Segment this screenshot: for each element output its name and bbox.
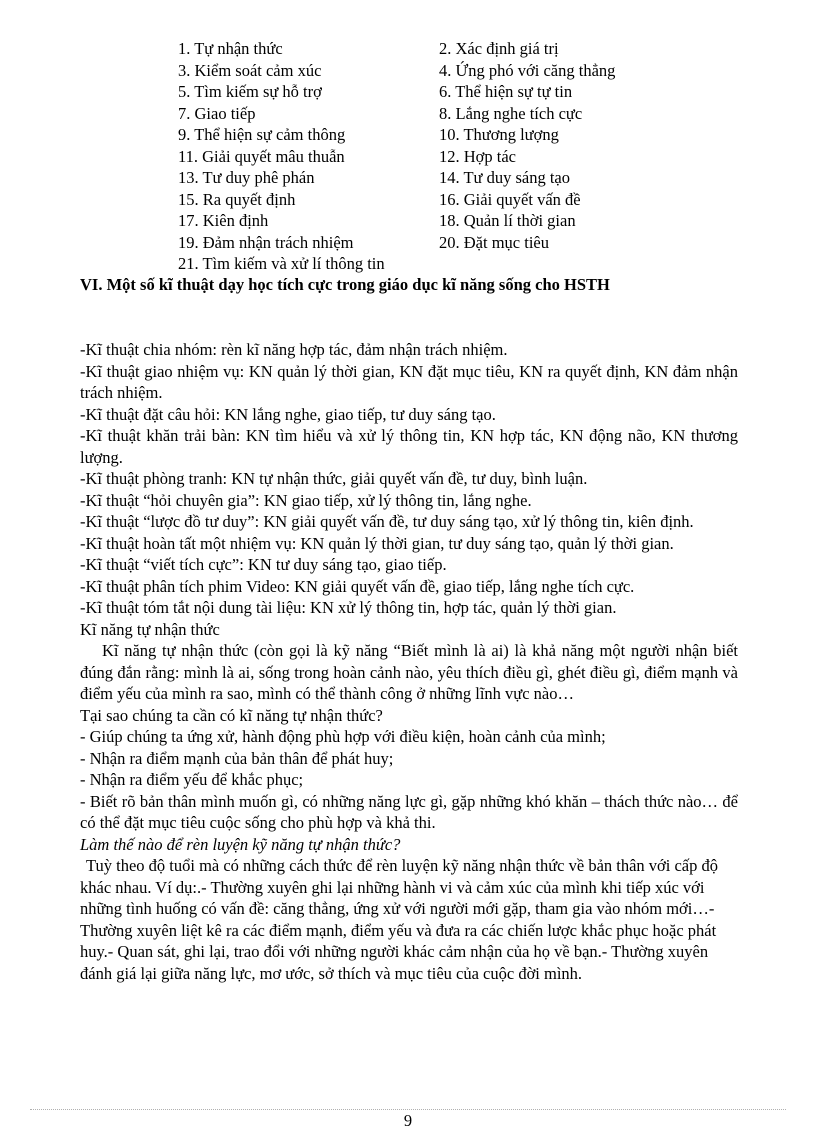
technique-item: -Kĩ thuật phòng tranh: KN tự nhận thức, giải quyết vấn đề, tư duy, bình luận. bbox=[80, 469, 588, 488]
skill-item: 3. Kiểm soát cảm xúc bbox=[178, 60, 322, 80]
reason-item: - Biết rõ bản thân mình muốn gì, có những năng lực gì, gặp những khó khăn – thách thức nào… để có thể đặt mục tiêu cuộc sống cho phù hợp và khả thi. bbox=[80, 791, 738, 832]
skill-item: 12. Hợp tác bbox=[439, 146, 516, 166]
technique-item: -Kĩ thuật hoàn tất một nhiệm vụ: KN quản lý thời gian, tư duy sáng tạo, quản lý thời gian. bbox=[80, 533, 674, 553]
skill-item: 18. Quản lí thời gian bbox=[439, 211, 576, 230]
skill-item: 19. Đảm nhận trách nhiệm bbox=[178, 232, 354, 252]
skill-item: 6. Thể hiện sự tự tin bbox=[439, 82, 573, 101]
skill-item: 17. Kiên định bbox=[178, 211, 269, 230]
technique-item: -Kĩ thuật đặt câu hỏi: KN lắng nghe, giao tiếp, tư duy sáng tạo. bbox=[80, 404, 496, 424]
skill-row bbox=[178, 232, 698, 254]
technique-item: -Kĩ thuật “viết tích cực”: KN tư duy sáng tạo, giao tiếp. bbox=[80, 555, 447, 574]
why-question: Tại sao chúng ta cần có kĩ năng tự nhận thức? bbox=[80, 705, 383, 725]
reason-item: - Giúp chúng ta ứng xử, hành động phù hợp với điều kiện, hoàn cảnh của mình; bbox=[80, 727, 606, 746]
skill-row bbox=[178, 189, 698, 211]
how-answer-paragraph: Tuỳ theo độ tuổi mà có những cách thức để rèn luyện kỹ năng nhận thức về bản thân với cấp độ khác nhau. Ví dụ:.- Thường xuyên ghi lại những hành vi và cảm xúc của mình khi tiếp xúc với những tình huống có vấn đề: căng thẳng, ứng xử với người mới gặp, tham gia vào nhóm mới…- Thường xuyên liệt kê ra các điểm mạnh, điểm yếu và đưa ra các chiến lược khắc phục hoặc phát huy.- Quan sát, ghi lại, trao đổi với những người khác cảm nhận của họ về bạn.- Thường xuyên đánh giá lại giữa năng lực, mơ ước, sở thích và mục tiêu của cuộc đời mình. bbox=[80, 856, 719, 983]
skill-item: 21. Tìm kiếm và xử lí thông tin bbox=[178, 254, 385, 273]
skill-row bbox=[178, 103, 698, 125]
skill-item: 5. Tìm kiếm sự hỗ trợ bbox=[178, 82, 322, 101]
how-question: Làm thế nào để rèn luyện kỹ năng tự nhận thức? bbox=[80, 834, 401, 854]
skill-item: 1. Tự nhận thức bbox=[178, 39, 283, 58]
technique-item: -Kĩ thuật “hỏi chuyên gia”: KN giao tiếp, xử lý thông tin, lắng nghe. bbox=[80, 490, 532, 510]
skill-row bbox=[178, 81, 698, 103]
technique-item: -Kĩ thuật chia nhóm: rèn kĩ năng hợp tác, đảm nhận trách nhiệm. bbox=[80, 340, 508, 359]
skill-row bbox=[178, 60, 698, 82]
skill-item: 20. Đặt mục tiêu bbox=[439, 232, 549, 252]
skill-item: 14. Tư duy sáng tạo bbox=[439, 168, 571, 187]
skill-row bbox=[178, 124, 698, 146]
skill-item: 4. Ứng phó với căng thẳng bbox=[439, 60, 616, 80]
skill-row bbox=[178, 146, 698, 168]
skill-item: 16. Giải quyết vấn đề bbox=[439, 189, 581, 209]
reason-item: - Nhận ra điểm mạnh của bản thân để phát huy; bbox=[80, 748, 394, 768]
skill-item: 11. Giải quyết mâu thuẫn bbox=[178, 146, 345, 166]
technique-item: -Kĩ thuật phân tích phim Video: KN giải quyết vấn đề, giao tiếp, lắng nghe tích cực. bbox=[80, 576, 635, 596]
reason-item: - Nhận ra điểm yếu để khắc phục; bbox=[80, 770, 304, 789]
skill-item: 8. Lắng nghe tích cực bbox=[439, 103, 583, 123]
skill-row bbox=[178, 167, 698, 189]
skill-row bbox=[178, 210, 698, 232]
body-text bbox=[80, 339, 738, 984]
skill-item: 13. Tư duy phê phán bbox=[178, 168, 315, 187]
skill-row bbox=[178, 38, 698, 60]
technique-item: -Kĩ thuật “lược đồ tư duy”: KN giải quyết vấn đề, tư duy sáng tạo, xử lý thông tin, kiên định. bbox=[80, 512, 694, 531]
section-heading: VI. Một số kĩ thuật dạy học tích cực trong giáo dục kĩ năng sống cho HSTH bbox=[80, 275, 610, 294]
technique-item: -Kĩ thuật giao nhiệm vụ: KN quản lý thời gian, KN đặt mục tiêu, KN ra quyết định, KN đảm nhận trách nhiệm. bbox=[80, 361, 738, 402]
skill-item: 15. Ra quyết định bbox=[178, 189, 296, 209]
technique-item: -Kĩ thuật tóm tắt nội dung tài liệu: KN xử lý thông tin, hợp tác, quản lý thời gian. bbox=[80, 598, 617, 617]
technique-item: -Kĩ thuật khăn trải bàn: KN tìm hiểu và xử lý thông tin, KN hợp tác, KN động não, KN thương lượng. bbox=[80, 426, 738, 467]
page-number: 9 bbox=[403, 1111, 413, 1130]
skill-item: 2. Xác định giá trị bbox=[439, 39, 559, 58]
definition-paragraph: Kĩ năng tự nhận thức (còn gọi là kỹ năng “Biết mình là ai) là khả năng một người nhận biết đúng đắn rằng: mình là ai, sống trong hoàn cảnh nào, yêu thích điều gì, ghét điều gì, điểm mạnh và điểm yếu của mình ra sao, mình có thể thành công ở những lĩnh vực nào… bbox=[80, 641, 738, 703]
subsection-title: Kĩ năng tự nhận thức bbox=[80, 619, 220, 639]
skill-item: 7. Giao tiếp bbox=[178, 103, 256, 123]
skill-item: 9. Thể hiện sự cảm thông bbox=[178, 125, 346, 144]
skill-row bbox=[178, 253, 698, 275]
skills-list bbox=[178, 38, 698, 275]
skill-item: 10. Thương lượng bbox=[439, 125, 559, 144]
